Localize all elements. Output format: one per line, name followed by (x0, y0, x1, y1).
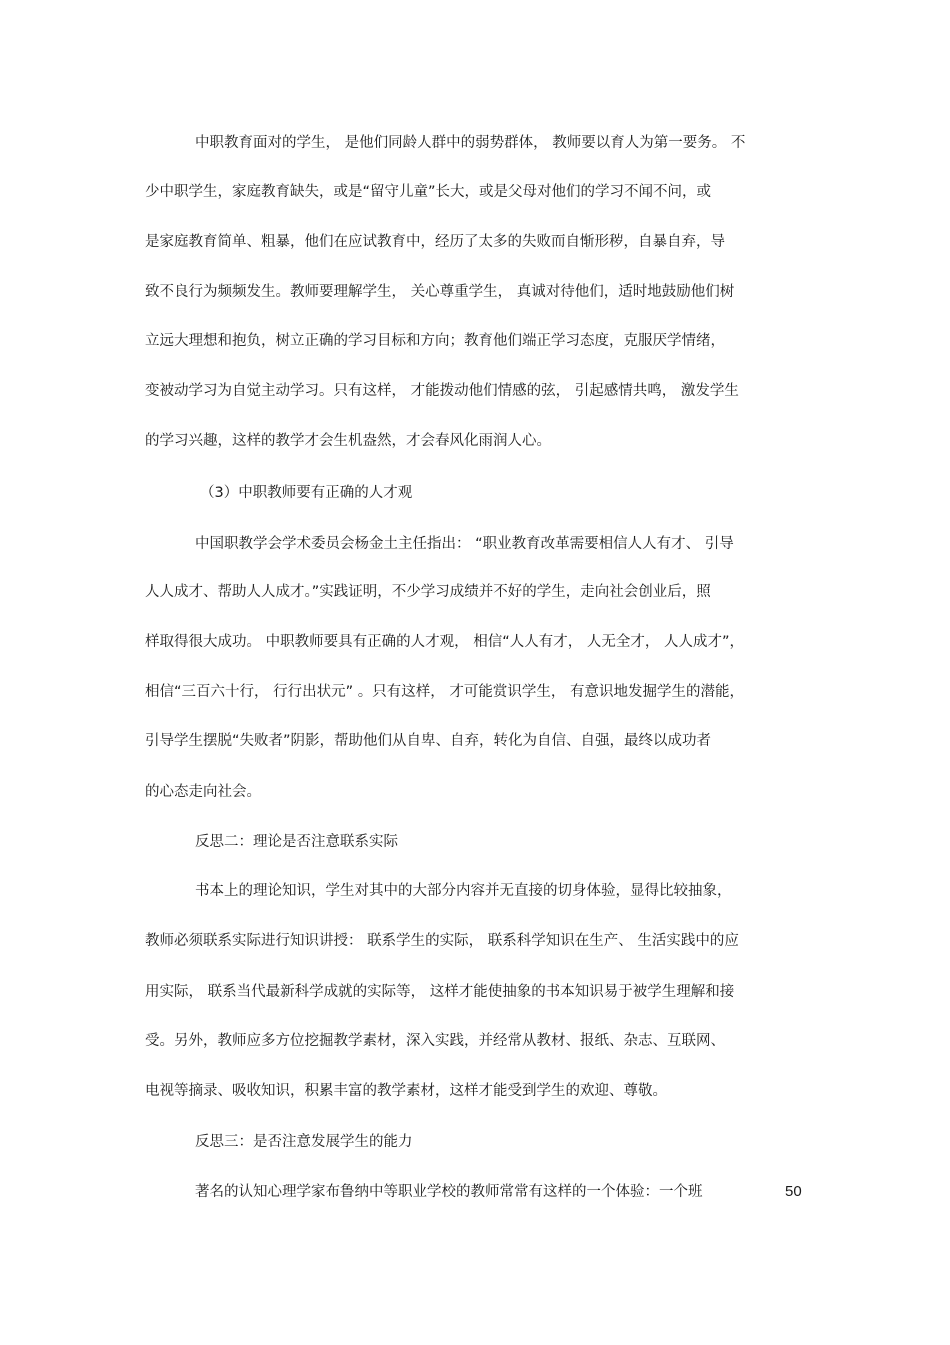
paragraph-line: 是家庭教育简单、粗暴，他们在应试教育中，经历了太多的失败而自惭形秽，自暴自弃，导 (145, 234, 725, 250)
paragraph-line: 的心态走向社会。 (145, 784, 261, 800)
paragraph-line: 的学习兴趣，这样的教学才会生机盎然，才会春风化雨润人心。 (145, 433, 551, 449)
paragraph-line: 书本上的理论知识，学生对其中的大部分内容并无直接的切身体验，显得比较抽象， (195, 883, 732, 899)
paragraph-line: 教师必须联系实际进行知识讲授： 联系学生的实际， 联系科学知识在生产、 生活实践中的应 (145, 933, 739, 949)
paragraph-line: 中国职教学会学术委员会杨金土主任指出： “职业教育改革需要相信人人有才、 引导 (195, 536, 734, 552)
section-heading: 反思二：理论是否注意联系实际 (195, 834, 398, 850)
paragraph-line: 立远大理想和抱负，树立正确的学习目标和方向；教育他们端正学习态度，克服厌学情绪， (145, 333, 725, 349)
paragraph-line: 著名的认知心理学家布鲁纳中等职业学校的教师常常有这样的一个体验：一个班 (195, 1184, 703, 1200)
paragraph-line: 中职教育面对的学生， 是他们同龄人群中的弱势群体， 教师要以育人为第一要务。 不 (195, 135, 746, 151)
paragraph-line: 受。另外，教师应多方位挖掘教学素材，深入实践，并经常从教材、报纸、杂志、互联网、 (145, 1033, 725, 1049)
page-number: 50 (785, 1183, 802, 1200)
paragraph-line: 相信“三百六十行， 行行出状元” 。只有这样， 才可能赏识学生， 有意识地发掘学生的潜能， (145, 684, 744, 700)
section-heading: （3）中职教师要有正确的人才观 (200, 485, 413, 501)
paragraph-line: 用实际， 联系当代最新科学成就的实际等， 这样才能使抽象的书本知识易于被学生理解和接 (145, 984, 735, 1000)
paragraph-line: 电视等摘录、吸收知识，积累丰富的教学素材，这样才能受到学生的欢迎、尊敬。 (145, 1083, 667, 1099)
paragraph-line: 少中职学生，家庭教育缺失，或是“留守儿童”长大，或是父母对他们的学习不闻不问，或 (145, 184, 712, 200)
paragraph-line: 引导学生摆脱“失败者”阴影，帮助他们从自卑、自弃，转化为自信、自强，最终以成功者 (145, 733, 712, 749)
paragraph-line: 变被动学习为自觉主动学习。只有这样， 才能拨动他们情感的弦， 引起感情共鸣， 激发学生 (145, 383, 739, 399)
paragraph-line: 致不良行为频频发生。教师要理解学生， 关心尊重学生， 真诚对待他们，适时地鼓励他们树 (145, 284, 735, 300)
paragraph-line: 人人成才、帮助人人成才。”实践证明，不少学习成绩并不好的学生，走向社会创业后，照 (145, 584, 711, 600)
section-heading: 反思三：是否注意发展学生的能力 (195, 1134, 413, 1150)
paragraph-line: 样取得很大成功。 中职教师要具有正确的人才观， 相信“人人有才， 人无全才， 人人成才”， (145, 634, 744, 650)
